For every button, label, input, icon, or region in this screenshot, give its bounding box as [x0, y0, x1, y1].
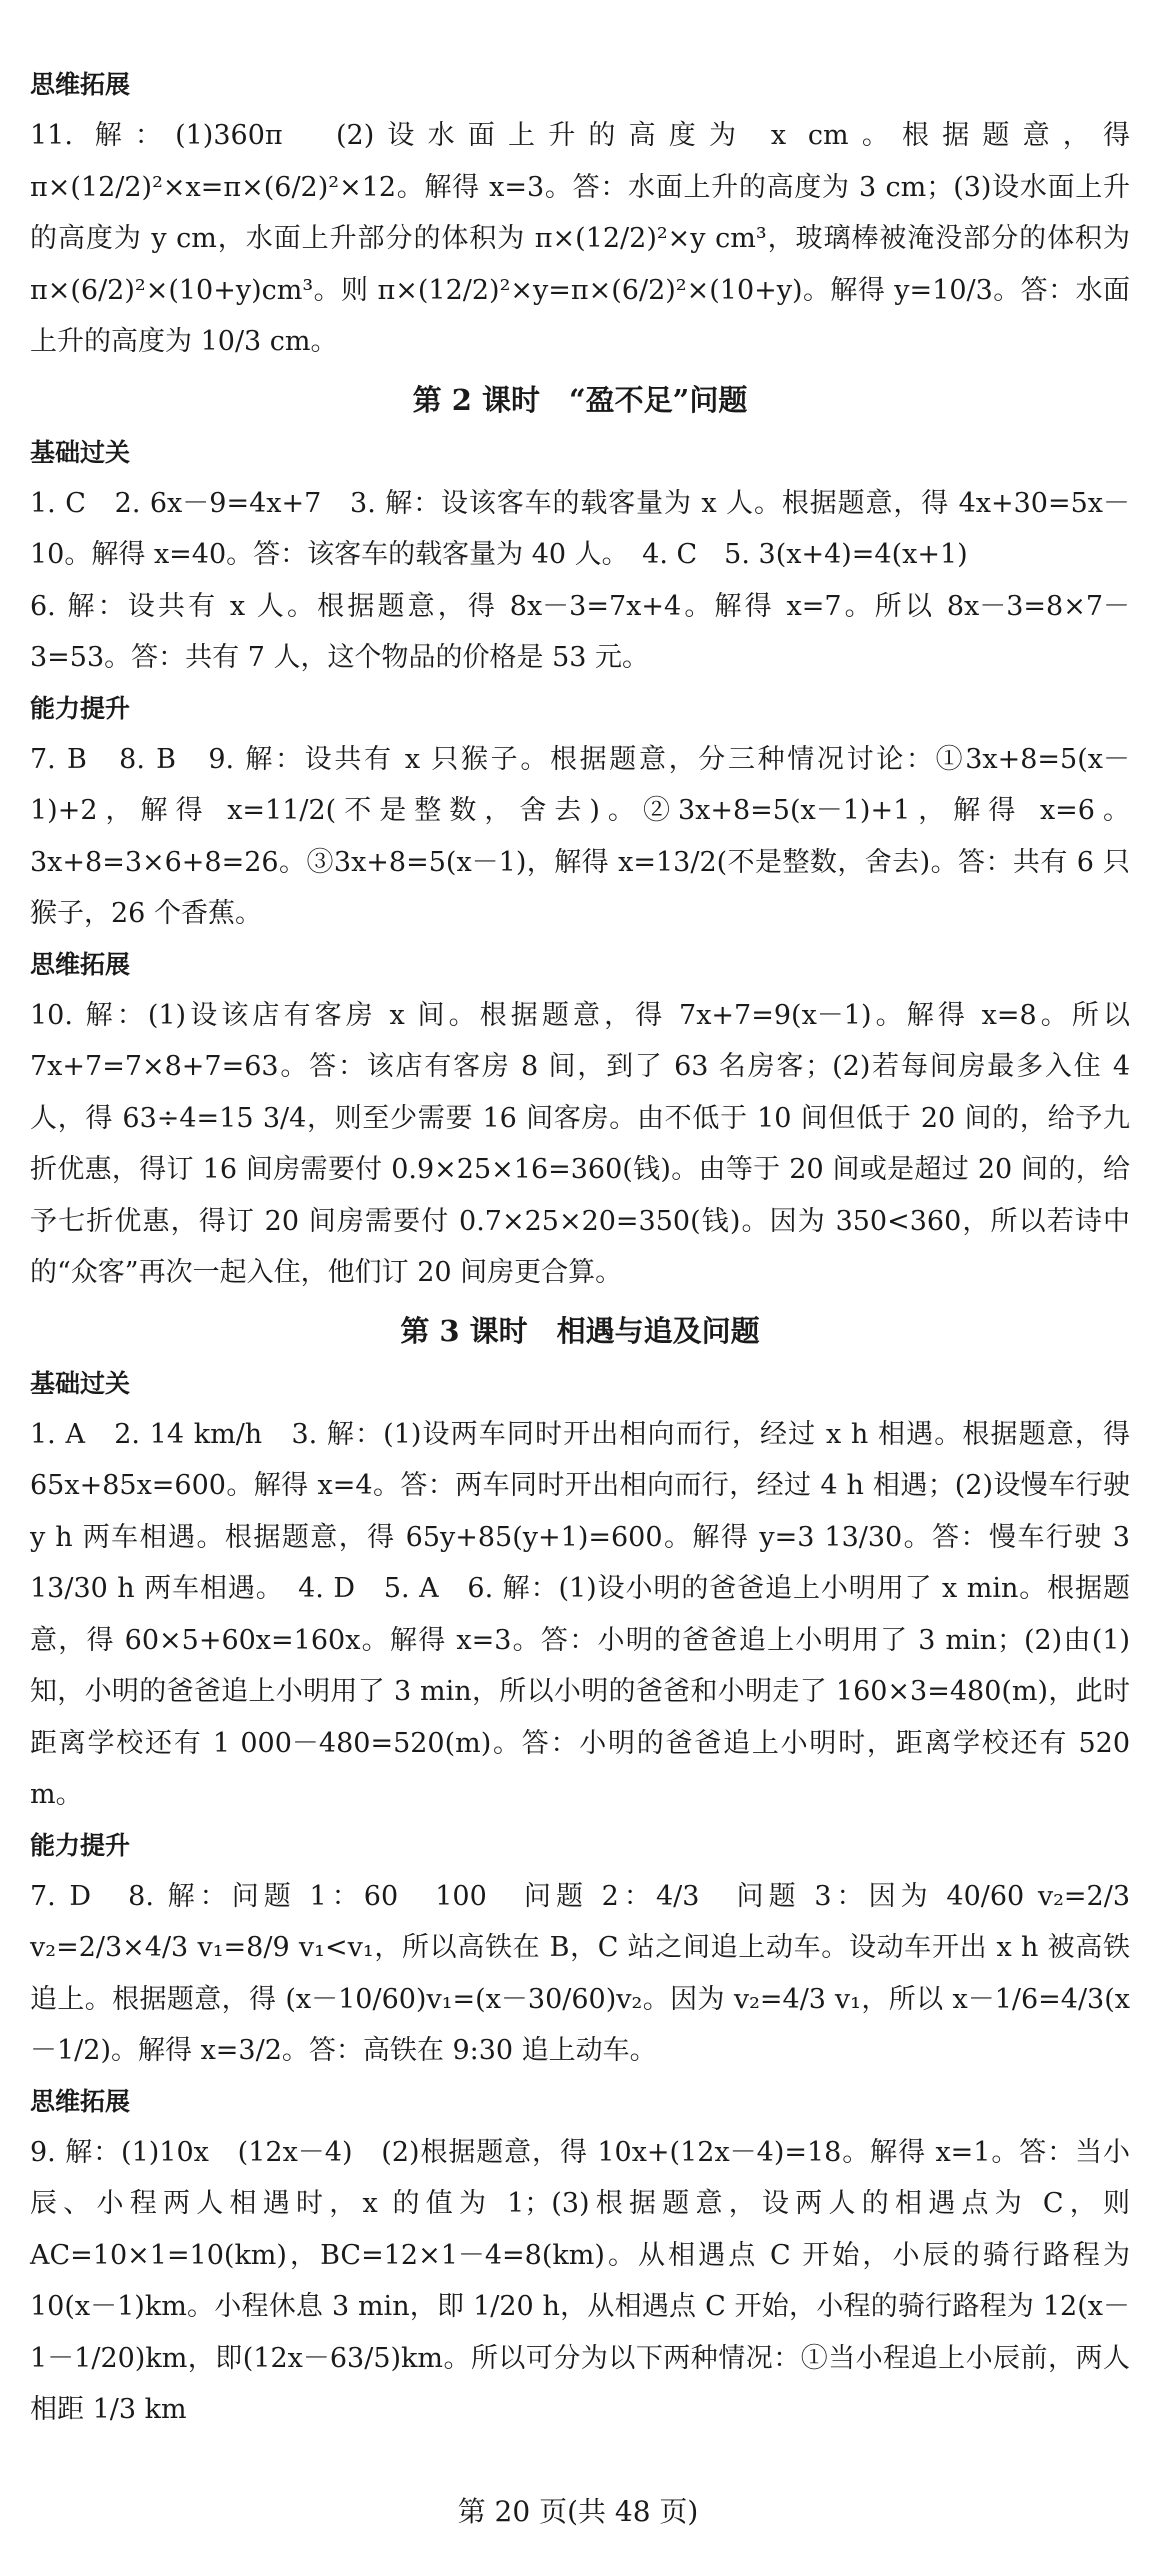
answer-paragraph: 9. 解：(1)10x (12x－4) (2)根据题意，得 10x+(12x－4)=18。解得 x=1。答：当小辰、小程两人相遇时，x 的值为 1；(3)根据题意，设两人的相遇点为 C，则 AC=10×1=10(km)，BC=12×1－4=8(km)。从相遇点 C 开始，小辰的骑行路程为 10(x－1)km。小程休息 3 min，即 1/20 h，从相遇点 C 开始，小程的骑行路程为 12(x－1－1/20)km，即(12x－63/5)km。所以可分为以下两种情况：①当小程追上小辰前，两人相距 1/3 km — [30, 2136, 1130, 2425]
lesson-title: 第 3 课时 相遇与追及问题 — [400, 1313, 760, 1348]
answer-paragraph: 10. 解：(1)设该店有客房 x 间。根据题意，得 7x+7=9(x－1)。解得 x=8。所以 7x+7=7×8+7=63。答：该店有客房 8 间，到了 63 名房客；(2)若每间房最多入住 4 人，得 63÷4=15 3/4，则至少需要 16 间客房。由不低于 10 间但低于 20 间的，给予九折优惠，得订 16 间房需要付 0.9×25×16=360(钱)。由等于 20 间或是超过 20 间的，给予七折优惠，得订 20 间房需要付 0.7×25×20=350(钱)。因为 350<360，所以若诗中的“众客”再次一起入住，他们订 20 间房更合算。 — [30, 999, 1130, 1288]
lesson-title: 第 2 课时 “盈不足”问题 — [412, 382, 748, 417]
section-heading: 能力提升 — [30, 693, 131, 723]
answer-paragraph: 1. A 2. 14 km/h 3. 解：(1)设两车同时开出相向而行，经过 x h 相遇。根据题意，得 65x+85x=600。解得 x=4。答：两车同时开出相向而行，经过 4 h 相遇；(2)设慢车行驶 y h 两车相遇。根据题意，得 65y+85(y+1)=600。解得 y=3 13/30。答：慢车行驶 3 13/30 h 两车相遇。 4. D 5. A 6. 解：(1)设小明的爸爸追上小明用了 x min。根据题意，得 60×5+60x=160x。解得 x=3。答：小明的爸爸追上小明用了 3 min；(2)由(1)知，小明的爸爸追上小明用了 3 min，所以小明的爸爸和小明走了 160×3=480(m)，此时距离学校还有 1 000－480=520(m)。答：小明的爸爸追上小明时，距离学校还有 520 m。 — [30, 1418, 1130, 1810]
answer-paragraph: 11. 解：(1)360π (2)设水面上升的高度为 x cm。根据题意，得 π×(12/2)²×x=π×(6/2)²×12。解得 x=3。答：水面上升的高度为 3 cm；(3)设水面上升的高度为 y cm，水面上升部分的体积为 π×(12/2)²×y cm³，玻璃棒被淹没部分的体积为 π×(6/2)²×(10+y)cm³。则 π×(12/2)²×y=π×(6/2)²×(10+y)。解得 y=10/3。答：水面上升的高度为 10/3 cm。 — [30, 120, 1130, 357]
answer-paragraph: 6. 解：设共有 x 人。根据题意，得 8x－3=7x+4。解得 x=7。所以 8x－3=8×7－3=53。答：共有 7 人，这个物品的价格是 53 元。 — [30, 590, 1130, 673]
section-heading: 能力提升 — [30, 1830, 131, 1860]
section-heading: 思维拓展 — [30, 949, 131, 979]
answer-paragraph: 1. C 2. 6x－9=4x+7 3. 解：设该客车的载客量为 x 人。根据题意，得 4x+30=5x－10。解得 x=40。答：该客车的载客量为 40 人。 4. C 5. 3(x+4)=4(x+1) — [30, 487, 1130, 570]
section-heading: 基础过关 — [30, 437, 131, 467]
section-heading: 思维拓展 — [30, 70, 131, 99]
answer-paragraph: 7. B 8. B 9. 解：设共有 x 只猴子。根据题意，分三种情况讨论：①3x+8=5(x－1)+2，解得 x=11/2(不是整数，舍去)。②3x+8=5(x－1)+1，解得 x=6。3x+8=3×6+8=26。③3x+8=5(x－1)，解得 x=13/2(不是整数，舍去)。答：共有 6 只猴子，26 个香蕉。 — [30, 743, 1130, 929]
section-heading: 思维拓展 — [30, 2086, 131, 2116]
section-heading: 基础过关 — [30, 1368, 131, 1398]
page-footer: 第 20 页(共 48 页) — [457, 2495, 699, 2528]
answer-paragraph: 7. D 8. 解：问题 1：60 100 问题 2：4/3 问题 3：因为 40/60 v₂=2/3 v₂=2/3×4/3 v₁=8/9 v₁<v₁，所以高铁在 B，C 站之间追上动车。设动车开出 x h 被高铁追上。根据题意，得 (x－10/60)v₁=(x－30/60)v₂。因为 v₂=4/3 v₁，所以 x－1/6=4/3(x－1/2)。解得 x=3/2。答：高铁在 9:30 追上动车。 — [30, 1880, 1130, 2066]
solution-page — [30, 60, 1130, 2436]
